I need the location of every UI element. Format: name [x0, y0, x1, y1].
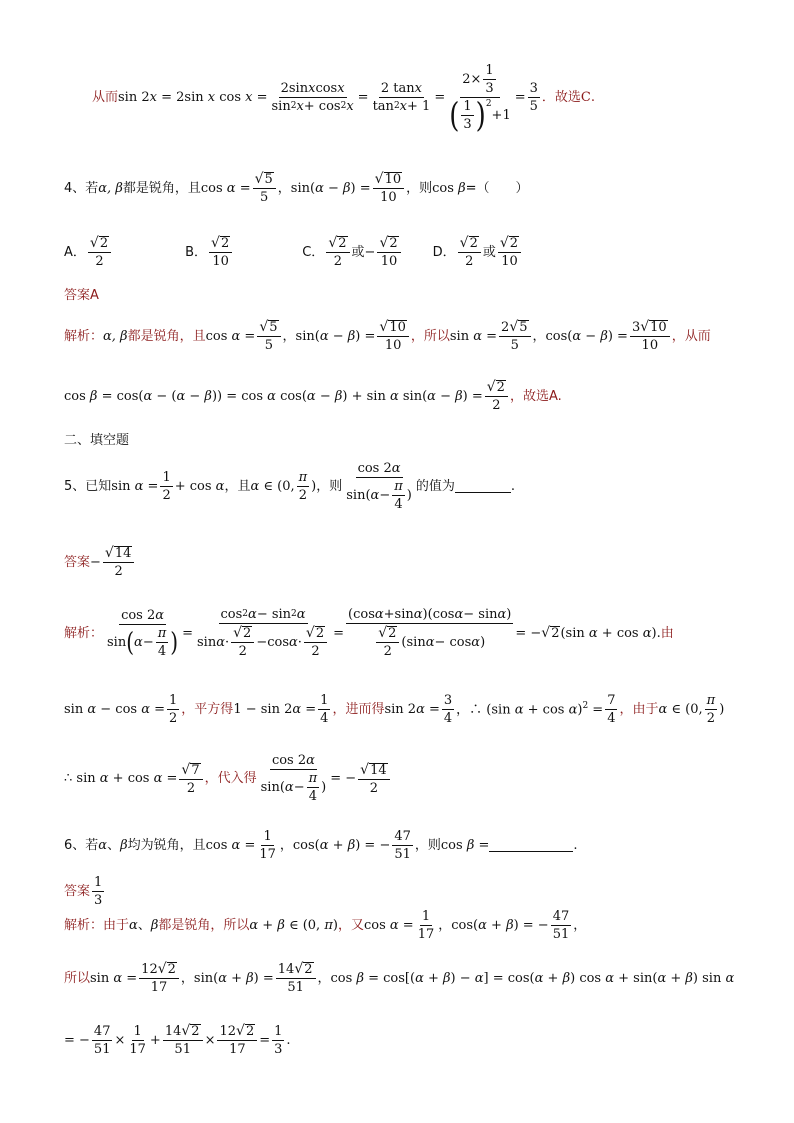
q5-explanation-line2: sin α − cos α = $\frac{1}{2}$ ，平方得 1 − sin 2α = $\frac{1}{4}$ ，进而得 sin 2α = $\frac{3}{4}$ ，∴ (sin α + cos α)$^2$ = $\frac{7}{4}$ ，由于 α ∈ (0, $\frac{\pi}{2}$ ) [64, 693, 725, 726]
fraction: 2 tan x tan 2 x + 1 [372, 81, 431, 114]
q6-answer: 答案 $\frac{1}{3}$ [64, 875, 103, 908]
q4-paren: =（ ） [465, 180, 529, 196]
q5-explanation-line1: 解析： cos 2 α sin ( α − $\frac{\pi}{4}$ ) = cos 2 α − sin 2 α sin α · √ 2 2 −cos α · √ 2 2 = (cos α +sin α )(cos α − sin α ) √ 2 2 (sin α − cos α ) = − √ 2 (sin α + cos α). 由 [64, 607, 674, 659]
option-c-label: C． [302, 244, 325, 260]
question-4: 4、若 α, β 都是锐角，且 cos α = √ 5 5 ，sin(α − β) = √ 10 10 ，则 cos β =（ ） [64, 171, 529, 205]
q6-explanation-line2: 所以 sin α = 12 √ 2 17 ，sin(α + β) = 14 √ 2 51 ，cos β = cos[(α + β) − α] = cos(α + β) cos α + sin(α + β) sin α [64, 961, 735, 995]
option-b-label: B． [185, 244, 208, 260]
solution-line-q3: 从而 sin 2x = 2sin x cos x = 2sin x cos x sin 2 x + cos 2 x = 2 tan x tan 2 x + 1 = 2× $\frac{1}{3}$ ( $\frac{1}{3}$ ) $^2$ +1 = $\frac{3}{5}$ ．故选 C . [92, 63, 596, 135]
option-d-label: D． [432, 244, 456, 260]
fraction: 2× $\frac{1}{3}$ ( $\frac{1}{3}$ ) $^2$ +1 [449, 63, 511, 135]
question-5: 5、已知 sin α = $\frac{1}{2}$ + cos α ，且 α ∈ (0, $\frac{\pi}{2}$ ) ，则 cos 2 α sin( α − $\frac{\pi}{4}$ ) 的值为 . [64, 461, 515, 512]
option-a-label: A． [64, 244, 86, 260]
option-b-value: √ 2 10 [209, 236, 232, 268]
q5-answer: 答案 − √ 14 2 [64, 546, 136, 578]
sol-intro: 从而 [92, 90, 119, 105]
section-heading: 二、填空题 [64, 433, 130, 448]
answer-blank[interactable] [455, 480, 511, 493]
sol-answer-letter: C [580, 90, 591, 105]
q4-number: 4、若 [64, 180, 99, 196]
q4-explanation-line1: 解析： α, β 都是锐角，且 cos α = √ 5 5 ，sin(α − β) = √ 10 10 ，所以 sin α = 2 √ 5 5 ，cos(α − β) = 3 √ 10 10 ，从而 [64, 319, 711, 353]
fraction: √ 5 5 [253, 172, 276, 204]
sol-tail: ．故选 [541, 90, 581, 105]
question-6: 6、若 α、β 均为锐角，且 cos α = $\frac{1}{17}$ ，cos(α + β) = − $\frac{47}{51}$ ，则 cos β = . [64, 829, 578, 862]
formula: sin 2x = 2sin x cos x = [118, 90, 268, 105]
answer-blank[interactable] [489, 839, 573, 852]
fraction: √ 10 10 [373, 172, 404, 204]
q6-explanation-line3: = − $\frac{47}{51}$ × $\frac{1}{17}$ + 14 √ 2 51 × 12 √ 2 17 = $\frac{1}{3}$ . [64, 1023, 291, 1057]
q5-explanation-line3: ∴ sin α + cos α = √ 7 2 ，代入得 cos 2 α sin( α − $\frac{\pi}{4}$ ) = − √ 14 2 [64, 754, 392, 803]
q4-options: A． √ 2 2 B． √ 2 10 C． √ 2 2 或 − √ 2 10 D． √ 2 2 或 √ 2 10 [64, 236, 523, 268]
q4-explanation-line2: cos β = cos(α − (α − β)) = cos α cos(α − β) + sin α sin(α − β) = √ 2 2 ，故选A. [64, 379, 562, 413]
q6-explanation-line1: 解析： 由于 α、β 都是锐角，所以 α + β ∈ (0, π) ，又 cos α = $\frac{1}{17}$ ，cos(α + β) = − $\frac{47}{51}$ ， [64, 909, 587, 942]
q4-text: 都是锐角，且 [122, 180, 201, 196]
q4-answer: 答案A [64, 288, 99, 303]
option-a-value: √ 2 2 [88, 236, 111, 268]
fraction: 2sin x cos x sin 2 x + cos 2 x [271, 81, 354, 114]
fraction: $\frac{3}{5}$ [529, 81, 538, 114]
